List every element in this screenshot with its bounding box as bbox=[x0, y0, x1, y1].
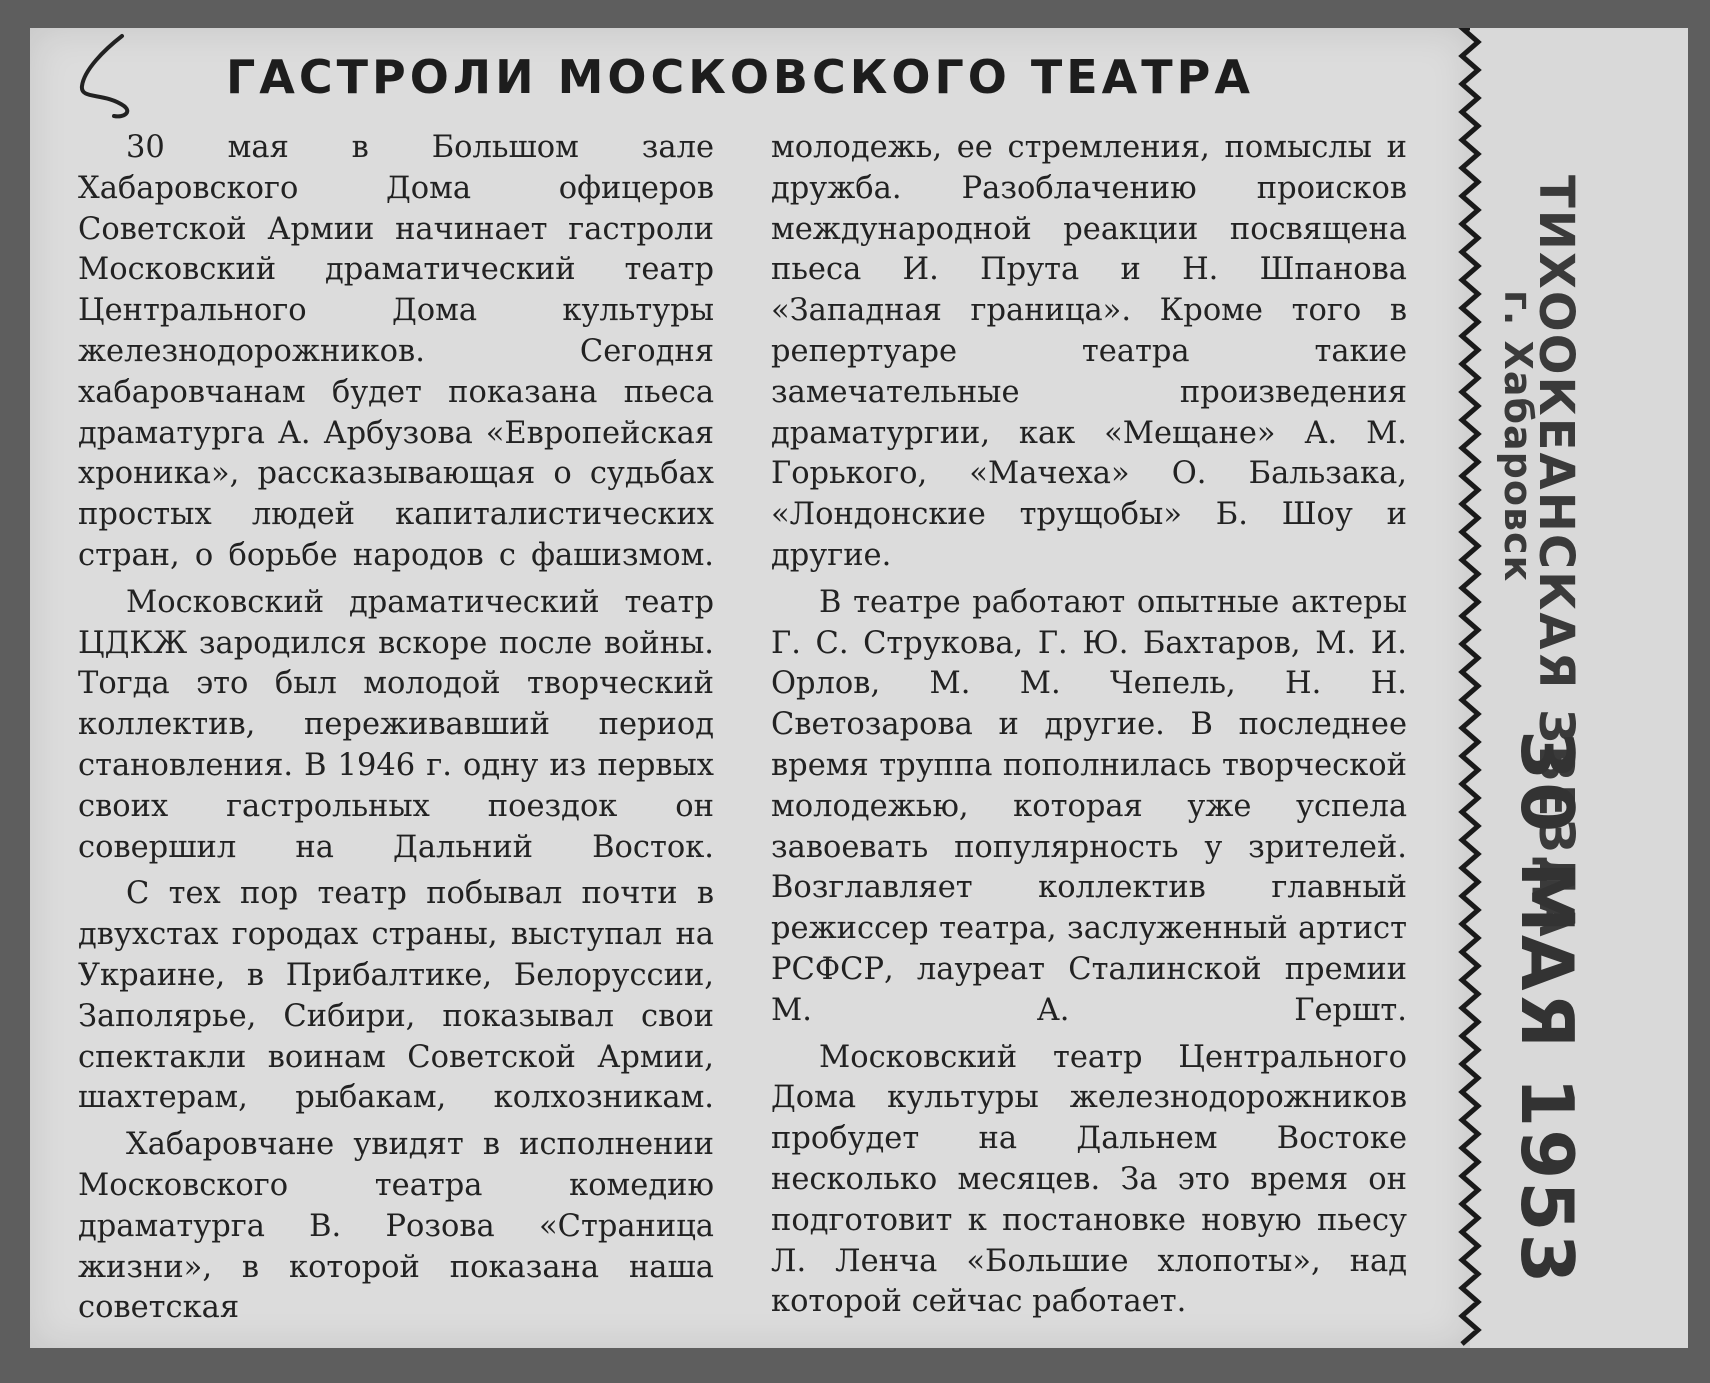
paragraph: Московский театр Центрального Дома культуры железнодорожников пробудет на Дальнем Востоке несколько месяцев. За это время он подготовит к постановке новую пьесу Л. Ленча «Большие хлопоты», над которой сейчас работает. bbox=[771, 1039, 1407, 1320]
stamp-date: 30 МАЯ 1953 bbox=[1505, 730, 1589, 1286]
paragraph: Московский драматический театр ЦДКЖ зародился вскоре после войны. Тогда это был молодой творческий коллектив, переживавший период становления. В 1946 г. одну из первых своих гастрольных поездок он совершил на Дальний Восток. bbox=[78, 584, 714, 865]
article-column-right bbox=[771, 128, 1407, 1329]
paragraph: Хабаровчане увидят в исполнении Московского театра комедию драматурга В. Розова «Страница жизни», в которой показана наша советская bbox=[78, 1127, 714, 1326]
paragraph: С тех пор театр побывал почти в двухстах городах страны, выступал на Украине, в Прибалтике, Белоруссии, Заполярье, Сибири, показывал свои спектакли воинам Советской Армии, шахтерам, рыбакам, колхозникам. bbox=[78, 876, 714, 1116]
stamp-newspaper-name: ТИХООКЕАНСКАЯ ЗВЕЗДА bbox=[1528, 175, 1584, 939]
article-column-left bbox=[78, 128, 714, 1335]
torn-edge bbox=[1452, 28, 1488, 1348]
paragraph: В театре работают опытные актеры Г. С. Струкова, Г. Ю. Бахтаров, М. И. Орлов, М. М. Чепель, Н. Н. Светозарова и другие. В последнее время труппа пополнилась творческой молодежью, которая уже успела завоевать популярность у зрителей. Возглавляет коллектив главный режиссер театра, заслуженный артист РСФСР, лауреат Сталинской премии М. А. Гершт. bbox=[771, 584, 1407, 1028]
article-title: ГАСТРОЛИ МОСКОВСКОГО ТЕАТРА bbox=[226, 50, 1254, 104]
handwritten-mark bbox=[74, 30, 144, 120]
paragraph: молодежь, ее стремления, помыслы и дружба. Разоблачению происков международной реакции посвящена пьеса И. Прута и Н. Шпанова «Западная граница». Кроме того в репертуаре театра такие замечательные произведения драматургии, как «Мещане» А. М. Горького, «Мачеха» О. Бальзака, «Лондонские трущобы» Б. Шоу и другие. bbox=[771, 130, 1407, 573]
paragraph: 30 мая в Большом зале Хабаровского Дома офицеров Советской Армии начинает гастроли Московский драматический театр Центрального Дома культуры железнодорожников. Сегодня хабаровчанам будет показана пьеса драматурга А. Арбузова «Европейская хроника», рассказывающая о судьбах простых людей капиталистических стран, о борьбе народов с фашизмом. bbox=[78, 130, 714, 573]
stamp-city: г. Хабаровск bbox=[1496, 290, 1540, 583]
